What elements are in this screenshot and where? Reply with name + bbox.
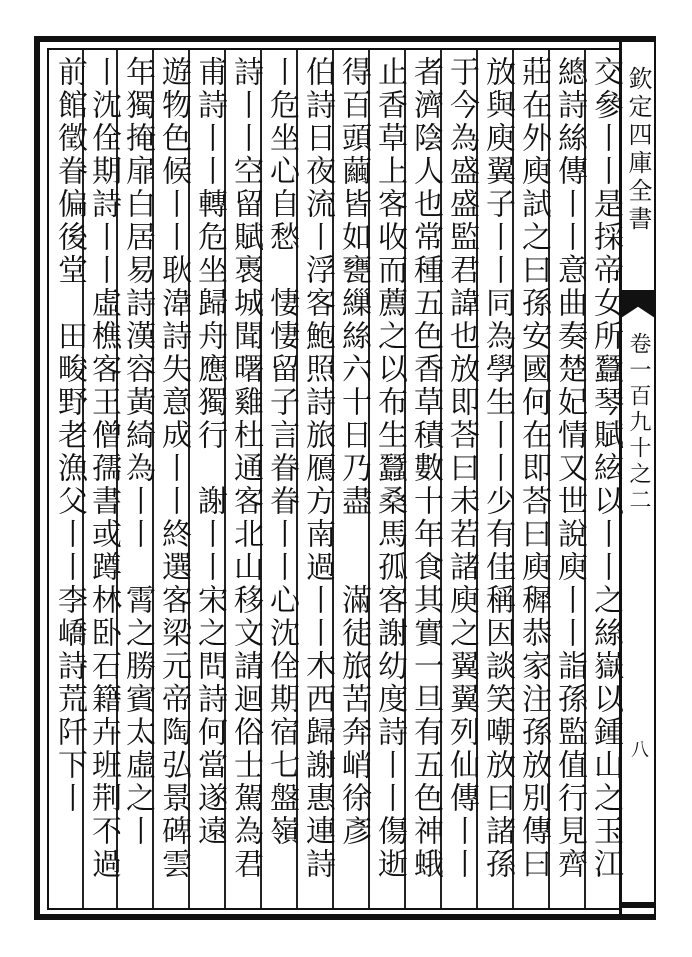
text-column: 甫詩丨丨轉危坐歸舟應獨行 謝丨丨宋之問詩何當遂遠 bbox=[192, 56, 227, 848]
volume-label: 卷一百九十之二 bbox=[626, 332, 651, 514]
page-number: 八 bbox=[628, 740, 649, 762]
text-column: 前館徵眷偏後堂 田畯野老漁父丨丨李嶠詩荒阡下丨 bbox=[52, 56, 87, 815]
book-title: 欽定四庫全書 bbox=[624, 66, 652, 234]
text-column: 交參丨丨是採帝女所蠶琴賦絃以丨丨之絲嶽以鍾山之玉江 bbox=[588, 56, 623, 881]
text-column: 總詩絲傳丨丨意曲奏楚妃情又世說庾丨丨詣孫監值行見齊 bbox=[552, 56, 587, 881]
text-column: 詩丨丨空留賦褭城聞曙雞杜通客北山移文請迴俗士駕為君 bbox=[228, 56, 263, 881]
center-strip-rule-right bbox=[654, 36, 656, 920]
text-column: 遊物色候丨丨耿湋詩失意成丨丨終選客梁元帝陶弘景碑雲 bbox=[156, 56, 191, 881]
text-column: 丨危坐心自愁 悽悽留子言眷眷丨丨心沈佺期宿七盤嶺 bbox=[264, 56, 299, 848]
text-column: 者濟陰人也常種五色香草積數十年食其實一旦有五色神蛾 bbox=[408, 56, 443, 881]
text-column: 止香草上客收而薦之以布生蠶桑馬孤客謝幼度詩丨丨傷逝 bbox=[372, 56, 407, 881]
text-column: 伯詩日夜流丨浮客鮑照詩旅鴈方南過丨丨木西歸謝惠連詩 bbox=[300, 56, 335, 881]
text-column: 年獨掩扉白居易詩漢容黃綺為丨丨 霄之勝賓太虛之丨 bbox=[120, 56, 155, 848]
text-column: 放與庾翼子丨丨同為學生丨丨少有佳稱因談笑嘲放曰諸孫 bbox=[480, 56, 515, 881]
center-strip-bottom-band bbox=[621, 902, 655, 908]
text-column: 莊在外庾試之曰孫安國何在即荅曰庾穉恭家注孫放別傳曰 bbox=[516, 56, 551, 881]
text-column: 丨沈佺期詩丨丨虛樵客王僧孺書或蹲林卧石籍卉班荆不過 bbox=[86, 56, 121, 881]
text-column: 于今為盛盛監君諱也放即荅曰未若諸庾之翼翼列仙傳丨丨 bbox=[444, 56, 479, 881]
text-column: 得百頭繭皆如甕繅絲六十日乃盡 滿徒旅苦奔峭徐彥 bbox=[336, 56, 371, 848]
